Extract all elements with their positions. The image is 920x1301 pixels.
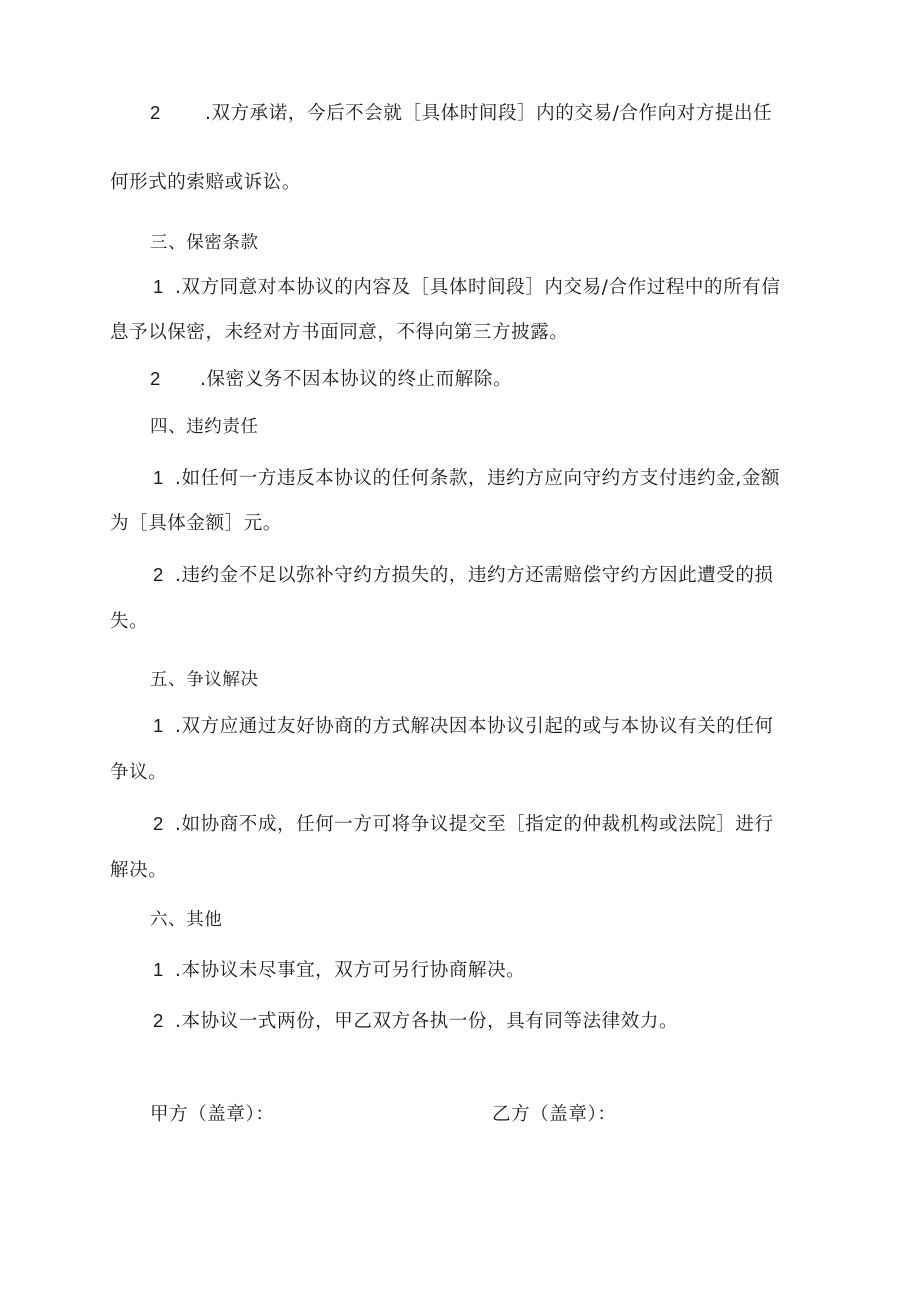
clause-3-1-line-2: 息予以保密，未经对方书面同意，不得向第三方披露。 — [110, 322, 569, 343]
clause-text: .双方同意对本协议的内容及［具体时间段］内交易/合作过程中的所有信 — [175, 277, 781, 298]
clause-6-1-line-1 — [153, 958, 525, 983]
clause-number: 1 — [153, 467, 164, 488]
section-heading-dispute: 五、争议解决 — [150, 670, 259, 690]
clause-number: 2 — [150, 368, 161, 389]
section-heading-breach: 四、违约责任 — [150, 417, 259, 437]
section-heading-confidentiality: 三、保密条款 — [150, 233, 259, 253]
clause-number: 2 — [153, 1010, 164, 1031]
clause-number: 1 — [153, 959, 164, 980]
clause-2-2-line-2: 何形式的索赔或诉讼。 — [110, 172, 302, 193]
section-heading-other: 六、其他 — [150, 910, 223, 930]
clause-number: 2 — [150, 102, 161, 123]
clause-3-1-line-1 — [153, 275, 780, 300]
clause-4-2-line-1 — [153, 563, 774, 588]
clause-5-2-line-1 — [153, 812, 774, 837]
clause-text: .保密义务不因本协议的终止而解除。 — [200, 369, 513, 390]
clause-5-1-line-2: 争议。 — [110, 762, 168, 783]
party-b-seal-label: 乙方（盖章）： — [492, 1104, 617, 1125]
clause-text: .本协议一式两份，甲乙双方各执一份，具有同等法律效力。 — [175, 1011, 679, 1032]
party-a-seal-label: 甲方（盖章）： — [150, 1104, 275, 1125]
clause-number: 1 — [153, 276, 164, 297]
clause-text: .双方承诺，今后不会就［具体时间段］内的交易/合作向对方提出任 — [205, 103, 773, 124]
clause-4-1-line-2: 为［具体金额］元。 — [110, 513, 282, 534]
clause-6-2-line-1 — [153, 1009, 678, 1034]
clause-text: .双方应通过友好协商的方式解决因本协议引起的或与本协议有关的任何 — [175, 716, 774, 737]
clause-text: .如任何一方违反本协议的任何条款，违约方应向守约方支付违约金,金额 — [175, 468, 781, 489]
clause-number: 2 — [153, 564, 164, 585]
clause-5-1-line-1 — [153, 714, 774, 739]
clause-3-2-line-1 — [150, 367, 512, 392]
clause-5-2-line-2: 解决。 — [110, 860, 168, 881]
clause-2-2-line-1 — [150, 101, 772, 126]
clause-text: .本协议未尽事宜，双方可另行协商解决。 — [175, 960, 526, 981]
clause-text: .如协商不成，任何一方可将争议提交至［指定的仲裁机构或法院］进行 — [175, 814, 774, 835]
clause-number: 1 — [153, 715, 164, 736]
clause-text: .违约金不足以弥补守约方损失的，违约方还需赔偿守约方因此遭受的损 — [175, 565, 774, 586]
clause-4-1-line-1 — [153, 466, 780, 491]
clause-number: 2 — [153, 813, 164, 834]
clause-4-2-line-2: 失。 — [110, 611, 149, 632]
